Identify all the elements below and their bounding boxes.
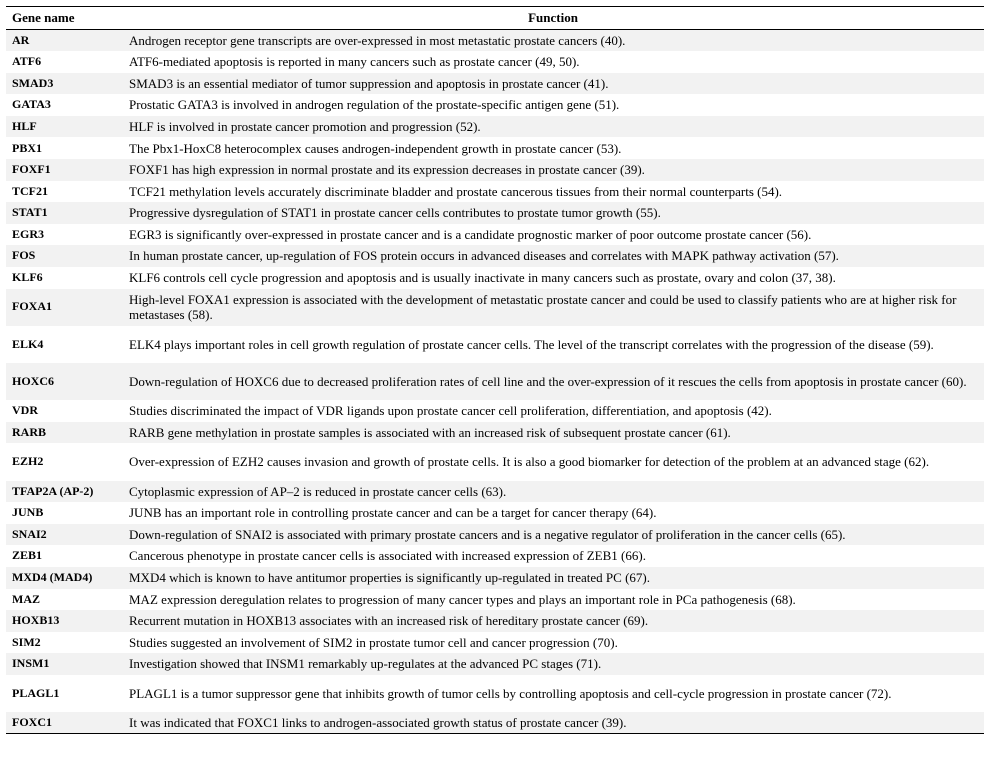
table-row: [6, 51, 984, 73]
header-gene-name: Gene name: [12, 10, 75, 25]
function-cell: HLF is involved in prostate cancer promotion and progression (52).: [122, 116, 984, 138]
table-row: [6, 326, 984, 363]
gene-name-cell: RARB: [6, 422, 122, 444]
table-row: [6, 524, 984, 546]
gene-name-cell: VDR: [12, 403, 38, 418]
table-row: [6, 675, 984, 712]
function-cell: ATF6-mediated apoptosis is reported in many cancers such as prostate cancer (49, 50).: [129, 54, 580, 70]
gene-name-cell: SIM2: [12, 634, 41, 649]
function-cell: Progressive dysregulation of STAT1 in prostate cancer cells contributes to prostate tumor growth (55).: [122, 202, 984, 224]
table-row: [6, 400, 984, 422]
table-row: [6, 589, 984, 611]
gene-name-cell: STAT1: [6, 202, 122, 224]
table-row: [6, 245, 984, 267]
table-row: [6, 363, 984, 400]
gene-name-cell: JUNB: [12, 505, 44, 520]
function-cell: PLAGL1 is a tumor suppressor gene that inhibits growth of tumor cells by controlling apoptosis and cell-cycle progression in prostate cancer (72).: [129, 685, 892, 701]
table-row: [6, 502, 984, 524]
gene-name-cell: SMAD3: [6, 73, 122, 95]
gene-name-cell: PLAGL1: [12, 685, 60, 700]
function-cell: Studies suggested an involvement of SIM2 in prostate tumor cell and cancer progression (70).: [129, 634, 618, 650]
function-cell: Recurrent mutation in HOXB13 associates with an increased risk of hereditary prostate cancer (69).: [122, 610, 984, 632]
function-cell: Studies discriminated the impact of VDR ligands upon prostate cancer cell proliferation, differentiation, and apoptosis (42).: [129, 403, 772, 419]
header-row: [6, 7, 984, 30]
table-row: [6, 289, 984, 326]
function-cell: FOXF1 has high expression in normal prostate and its expression decreases in prostate cancer (39).: [122, 159, 984, 181]
table-row: [6, 202, 984, 224]
gene-name-cell: FOXA1: [6, 289, 122, 326]
table-row: [6, 422, 984, 444]
function-cell: ELK4 plays important roles in cell growth regulation of prostate cancer cells. The level of the transcript correlates with the progression of the disease (59).: [129, 336, 934, 352]
table-row: [6, 94, 984, 116]
function-cell: MAZ expression deregulation relates to progression of many cancer types and plays an important role in PCa pathogenesis (68).: [129, 591, 796, 607]
function-cell: JUNB has an important role in controlling prostate cancer and can be a target for cancer therapy (64).: [129, 505, 657, 521]
table-row: [6, 30, 984, 52]
function-cell: Cancerous phenotype in prostate cancer cells is associated with increased expression of ZEB1 (66).: [129, 548, 646, 564]
function-cell: EGR3 is significantly over-expressed in prostate cancer and is a candidate prognostic marker of poor outcome prostate cancer (56).: [129, 226, 812, 242]
gene-function-table-document: [6, 6, 984, 734]
gene-name-cell: KLF6: [12, 270, 43, 285]
gene-name-cell: AR: [6, 30, 122, 52]
function-cell: Over-expression of EZH2 causes invasion and growth of prostate cells. It is also a good biomarker for detection of the problem at an advanced stage (62).: [129, 454, 930, 470]
gene-name-cell: HOXB13: [6, 610, 122, 632]
gene-name-cell: ATF6: [12, 54, 42, 69]
table-row: [6, 116, 984, 138]
gene-name-cell: FOXF1: [6, 159, 122, 181]
function-cell: Cytoplasmic expression of AP–2 is reduced in prostate cancer cells (63).: [122, 481, 984, 503]
function-cell: Androgen receptor gene transcripts are over-expressed in most metastatic prostate cancers (40).: [122, 30, 984, 52]
function-cell: Down-regulation of HOXC6 due to decreased proliferation rates of cell line and the over-expression of it rescues the cells from apoptosis in prostate cancer (60).: [122, 363, 984, 400]
table-row: [6, 567, 984, 589]
gene-name-cell: HLF: [6, 116, 122, 138]
gene-name-cell: FOXC1: [6, 712, 122, 734]
function-cell: High-level FOXA1 expression is associated with the development of metastatic prostate cancer and could be used to classify patients who are at higher risk for metastases (58).: [122, 289, 984, 326]
header-function: Function: [528, 10, 578, 25]
function-cell: KLF6 controls cell cycle progression and apoptosis and is usually inactivate in many cancers such as prostate, ovary and colon (37, 38).: [129, 270, 836, 286]
table-header: [6, 7, 984, 30]
gene-name-cell: SNAI2: [6, 524, 122, 546]
gene-name-cell: GATA3: [12, 97, 51, 112]
gene-name-cell: TCF21: [12, 183, 48, 198]
gene-name-cell: ELK4: [12, 336, 44, 351]
table-row: [6, 653, 984, 675]
gene-name-cell: TFAP2A (AP-2): [6, 481, 122, 503]
gene-name-cell: HOXC6: [6, 363, 122, 400]
gene-name-cell: EGR3: [12, 226, 45, 241]
table-row: [6, 443, 984, 480]
table-row: [6, 545, 984, 567]
function-cell: SMAD3 is an essential mediator of tumor suppression and apoptosis in prostate cancer (41).: [122, 73, 984, 95]
gene-name-cell: FOS: [6, 245, 122, 267]
gene-name-cell: ZEB1: [12, 548, 43, 563]
gene-name-cell: INSM1: [6, 653, 122, 675]
function-cell: Prostatic GATA3 is involved in androgen regulation of the prostate-specific antigen gene (51).: [129, 97, 620, 113]
function-cell: Down-regulation of SNAI2 is associated with primary prostate cancers and is a negative regulator of proliferation in the cancer cells (65).: [122, 524, 984, 546]
function-cell: It was indicated that FOXC1 links to androgen-associated growth status of prostate cancer (39).: [122, 712, 984, 734]
table-row: [6, 159, 984, 181]
function-cell: In human prostate cancer, up-regulation of FOS protein occurs in advanced diseases and correlates with MAPK pathway activation (57).: [122, 245, 984, 267]
function-cell: The Pbx1-HoxC8 heterocomplex causes androgen-independent growth in prostate cancer (53).: [129, 140, 622, 156]
gene-function-table: [6, 6, 984, 734]
gene-name-cell: PBX1: [12, 140, 42, 155]
table-row: [6, 481, 984, 503]
table-row: [6, 267, 984, 289]
function-cell: MXD4 which is known to have antitumor properties is significantly up-regulated in treated PC (67).: [122, 567, 984, 589]
table-row: [6, 73, 984, 95]
table-row: [6, 712, 984, 734]
table-row: [6, 632, 984, 654]
function-cell: Investigation showed that INSM1 remarkably up-regulates at the advanced PC stages (71).: [122, 653, 984, 675]
function-cell: RARB gene methylation in prostate samples is associated with an increased risk of subsequent prostate cancer (61).: [122, 422, 984, 444]
function-cell: TCF21 methylation levels accurately discriminate bladder and prostate cancerous tissues from their normal counterparts (54).: [129, 183, 783, 199]
gene-name-cell: MXD4 (MAD4): [6, 567, 122, 589]
table-row: [6, 224, 984, 246]
table-body: [6, 30, 984, 734]
gene-name-cell: MAZ: [12, 591, 40, 606]
table-row: [6, 137, 984, 159]
gene-name-cell: EZH2: [12, 454, 44, 469]
table-row: [6, 610, 984, 632]
table-row: [6, 181, 984, 203]
